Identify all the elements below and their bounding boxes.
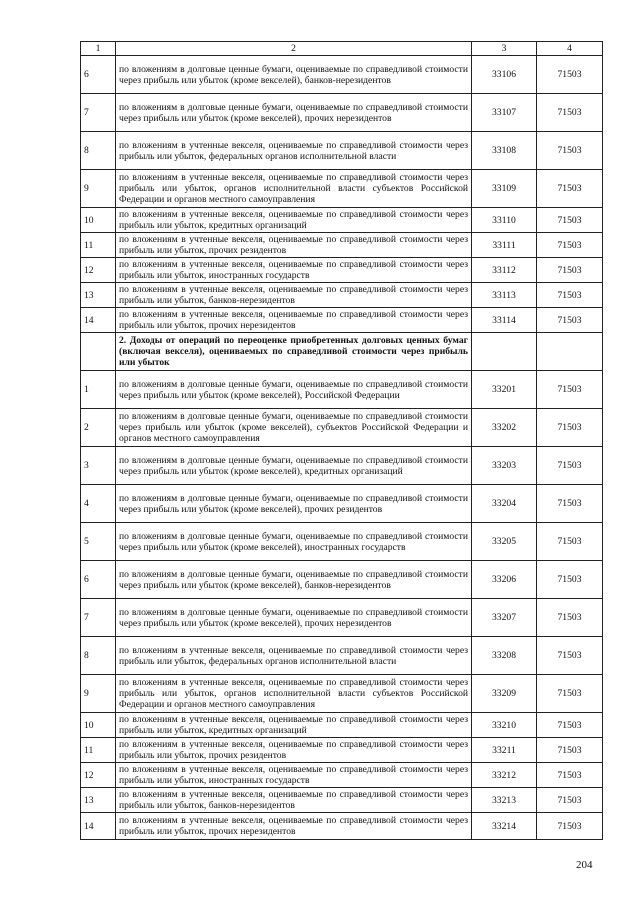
table-row	[81, 258, 603, 283]
table-row	[81, 675, 603, 713]
row-description: по вложениям в учтенные векселя, оцениваемые по справедливой стоимости через прибыль или убыток, кредитных организаций	[116, 713, 472, 738]
table-row	[81, 94, 603, 132]
row-account-number: 71503	[537, 713, 603, 738]
table-row	[81, 170, 603, 208]
row-account-number: 71503	[537, 208, 603, 233]
row-symbol-code: 33206	[472, 561, 537, 599]
row-symbol-code: 33211	[472, 738, 537, 763]
row-description: по вложениям в учтенные векселя, оцениваемые по справедливой стоимости через прибыль или убыток, федеральных органов исполнительной власти	[116, 132, 472, 170]
row-account-number: 71503	[537, 485, 603, 523]
header-col-1: 1	[81, 42, 116, 56]
row-number: 10	[81, 713, 116, 738]
row-description: по вложениям в долговые ценные бумаги, оцениваемые по справедливой стоимости через прибыль или убыток (кроме векселей), иностранных государств	[116, 523, 472, 561]
row-number: 6	[81, 56, 116, 94]
table-row	[81, 523, 603, 561]
row-account-number: 71503	[537, 94, 603, 132]
row-description: по вложениям в учтенные векселя, оцениваемые по справедливой стоимости через прибыль или убыток, прочих резидентов	[116, 233, 472, 258]
row-account-number: 71503	[537, 788, 603, 813]
row-description: по вложениям в долговые ценные бумаги, оцениваемые по справедливой стоимости через прибыль или убыток (кроме векселей), банков-нерезидентов	[116, 561, 472, 599]
row-description: по вложениям в долговые ценные бумаги, оцениваемые по справедливой стоимости через прибыль или убыток (кроме векселей), Российской Федерации	[116, 371, 472, 409]
accounts-table	[80, 41, 603, 840]
table-row	[81, 308, 603, 333]
row-symbol-code: 33113	[472, 283, 537, 308]
row-number: 9	[81, 170, 116, 208]
row-symbol-code: 33111	[472, 233, 537, 258]
row-description: по вложениям в учтенные векселя, оцениваемые по справедливой стоимости через прибыль или убыток, банков-нерезидентов	[116, 788, 472, 813]
table-row	[81, 763, 603, 788]
row-description: по вложениям в учтенные векселя, оцениваемые по справедливой стоимости через прибыль или убыток, федеральных органов исполнительной власти	[116, 637, 472, 675]
row-number: 2	[81, 409, 116, 447]
row-description: по вложениям в учтенные векселя, оцениваемые по справедливой стоимости через прибыль или убыток, прочих нерезидентов	[116, 813, 472, 840]
row-number: 13	[81, 788, 116, 813]
row-symbol-code: 33109	[472, 170, 537, 208]
row-number: 4	[81, 485, 116, 523]
table-row	[81, 713, 603, 738]
table-row	[81, 283, 603, 308]
row-account-number: 71503	[537, 561, 603, 599]
row-number: 6	[81, 561, 116, 599]
row-account-number: 71503	[537, 675, 603, 713]
page-number: 204	[576, 859, 593, 871]
row-number: 14	[81, 308, 116, 333]
table-row	[81, 233, 603, 258]
row-description: по вложениям в учтенные векселя, оцениваемые по справедливой стоимости через прибыль или убыток, прочих нерезидентов	[116, 308, 472, 333]
row-account-number: 71503	[537, 258, 603, 283]
row-symbol-code: 33114	[472, 308, 537, 333]
row-account-number: 71503	[537, 637, 603, 675]
row-description: по вложениям в долговые ценные бумаги, оцениваемые по справедливой стоимости через прибыль или убыток (кроме векселей), прочих нерезидентов	[116, 599, 472, 637]
row-account-number: 71503	[537, 56, 603, 94]
row-symbol-code: 33214	[472, 813, 537, 840]
row-description: по вложениям в учтенные векселя, оцениваемые по справедливой стоимости через прибыль или убыток, кредитных организаций	[116, 208, 472, 233]
table-body	[81, 56, 603, 840]
row-symbol-code: 33108	[472, 132, 537, 170]
row-symbol-code: 33107	[472, 94, 537, 132]
table-row	[81, 561, 603, 599]
row-number: 8	[81, 132, 116, 170]
row-symbol-code: 33201	[472, 371, 537, 409]
row-number: 3	[81, 447, 116, 485]
row-symbol-code: 33212	[472, 763, 537, 788]
section-heading: 2. Доходы от операций по переоценке приобретенных долговых ценных бумаг (включая векселя), оцениваемых по справедливой стоимости через прибыль или убыток	[116, 333, 472, 371]
table-row	[81, 132, 603, 170]
row-number: 5	[81, 523, 116, 561]
header-col-2: 2	[116, 42, 472, 56]
section-heading-row	[81, 333, 603, 371]
row-symbol-code: 33205	[472, 523, 537, 561]
row-account-number: 71503	[537, 371, 603, 409]
row-account-number: 71503	[537, 447, 603, 485]
row-number: 9	[81, 675, 116, 713]
row-description: по вложениям в долговые ценные бумаги, оцениваемые по справедливой стоимости через прибыль или убыток (кроме векселей), кредитных организаций	[116, 447, 472, 485]
row-number: 7	[81, 94, 116, 132]
row-symbol-code: 33207	[472, 599, 537, 637]
row-number: 10	[81, 208, 116, 233]
table-row	[81, 447, 603, 485]
row-symbol-code: 33202	[472, 409, 537, 447]
row-account-number: 71503	[537, 283, 603, 308]
table-row	[81, 485, 603, 523]
row-number: 14	[81, 813, 116, 840]
row-number: 8	[81, 637, 116, 675]
row-symbol-code	[472, 333, 537, 371]
row-description: по вложениям в учтенные векселя, оцениваемые по справедливой стоимости через прибыль или убыток, банков-нерезидентов	[116, 283, 472, 308]
row-number	[81, 333, 116, 371]
row-symbol-code: 33210	[472, 713, 537, 738]
table-row	[81, 56, 603, 94]
row-description: по вложениям в долговые ценные бумаги, оцениваемые по справедливой стоимости через прибыль или убыток (кроме векселей), субъектов Российской Федерации и органов местного самоуправления	[116, 409, 472, 447]
table-row	[81, 208, 603, 233]
table-row	[81, 813, 603, 840]
row-symbol-code: 33203	[472, 447, 537, 485]
row-number: 12	[81, 763, 116, 788]
row-description: по вложениям в учтенные векселя, оцениваемые по справедливой стоимости через прибыль или убыток, прочих резидентов	[116, 738, 472, 763]
row-account-number: 71503	[537, 132, 603, 170]
header-col-3: 3	[472, 42, 537, 56]
table-row	[81, 738, 603, 763]
row-description: по вложениям в учтенные векселя, оцениваемые по справедливой стоимости через прибыль или убыток, органов исполнительной власти субъектов Российской Федерации и органов местного самоуправления	[116, 170, 472, 208]
header-col-4: 4	[537, 42, 603, 56]
row-symbol-code: 33110	[472, 208, 537, 233]
row-number: 11	[81, 233, 116, 258]
row-description: по вложениям в долговые ценные бумаги, оцениваемые по справедливой стоимости через прибыль или убыток (кроме векселей), банков-нерезидентов	[116, 56, 472, 94]
row-description: по вложениям в долговые ценные бумаги, оцениваемые по справедливой стоимости через прибыль или убыток (кроме векселей), прочих нерезидентов	[116, 94, 472, 132]
row-account-number: 71503	[537, 523, 603, 561]
row-symbol-code: 33204	[472, 485, 537, 523]
row-number: 11	[81, 738, 116, 763]
table-row	[81, 637, 603, 675]
table-header	[81, 42, 603, 56]
row-symbol-code: 33213	[472, 788, 537, 813]
row-symbol-code: 33106	[472, 56, 537, 94]
row-number: 1	[81, 371, 116, 409]
row-description: по вложениям в долговые ценные бумаги, оцениваемые по справедливой стоимости через прибыль или убыток (кроме векселей), прочих резидентов	[116, 485, 472, 523]
row-symbol-code: 33208	[472, 637, 537, 675]
row-description: по вложениям в учтенные векселя, оцениваемые по справедливой стоимости через прибыль или убыток, иностранных государств	[116, 763, 472, 788]
row-number: 12	[81, 258, 116, 283]
row-description: по вложениям в учтенные векселя, оцениваемые по справедливой стоимости через прибыль или убыток, органов исполнительной власти субъектов Российской Федерации и органов местного самоуправления	[116, 675, 472, 713]
table-row	[81, 409, 603, 447]
row-number: 7	[81, 599, 116, 637]
row-account-number	[537, 333, 603, 371]
row-account-number: 71503	[537, 409, 603, 447]
row-description: по вложениям в учтенные векселя, оцениваемые по справедливой стоимости через прибыль или убыток, иностранных государств	[116, 258, 472, 283]
row-account-number: 71503	[537, 813, 603, 840]
row-account-number: 71503	[537, 233, 603, 258]
row-account-number: 71503	[537, 738, 603, 763]
row-account-number: 71503	[537, 170, 603, 208]
row-account-number: 71503	[537, 308, 603, 333]
table-row	[81, 371, 603, 409]
row-account-number: 71503	[537, 763, 603, 788]
row-symbol-code: 33209	[472, 675, 537, 713]
row-symbol-code: 33112	[472, 258, 537, 283]
table-row	[81, 788, 603, 813]
row-number: 13	[81, 283, 116, 308]
table-row	[81, 599, 603, 637]
row-account-number: 71503	[537, 599, 603, 637]
